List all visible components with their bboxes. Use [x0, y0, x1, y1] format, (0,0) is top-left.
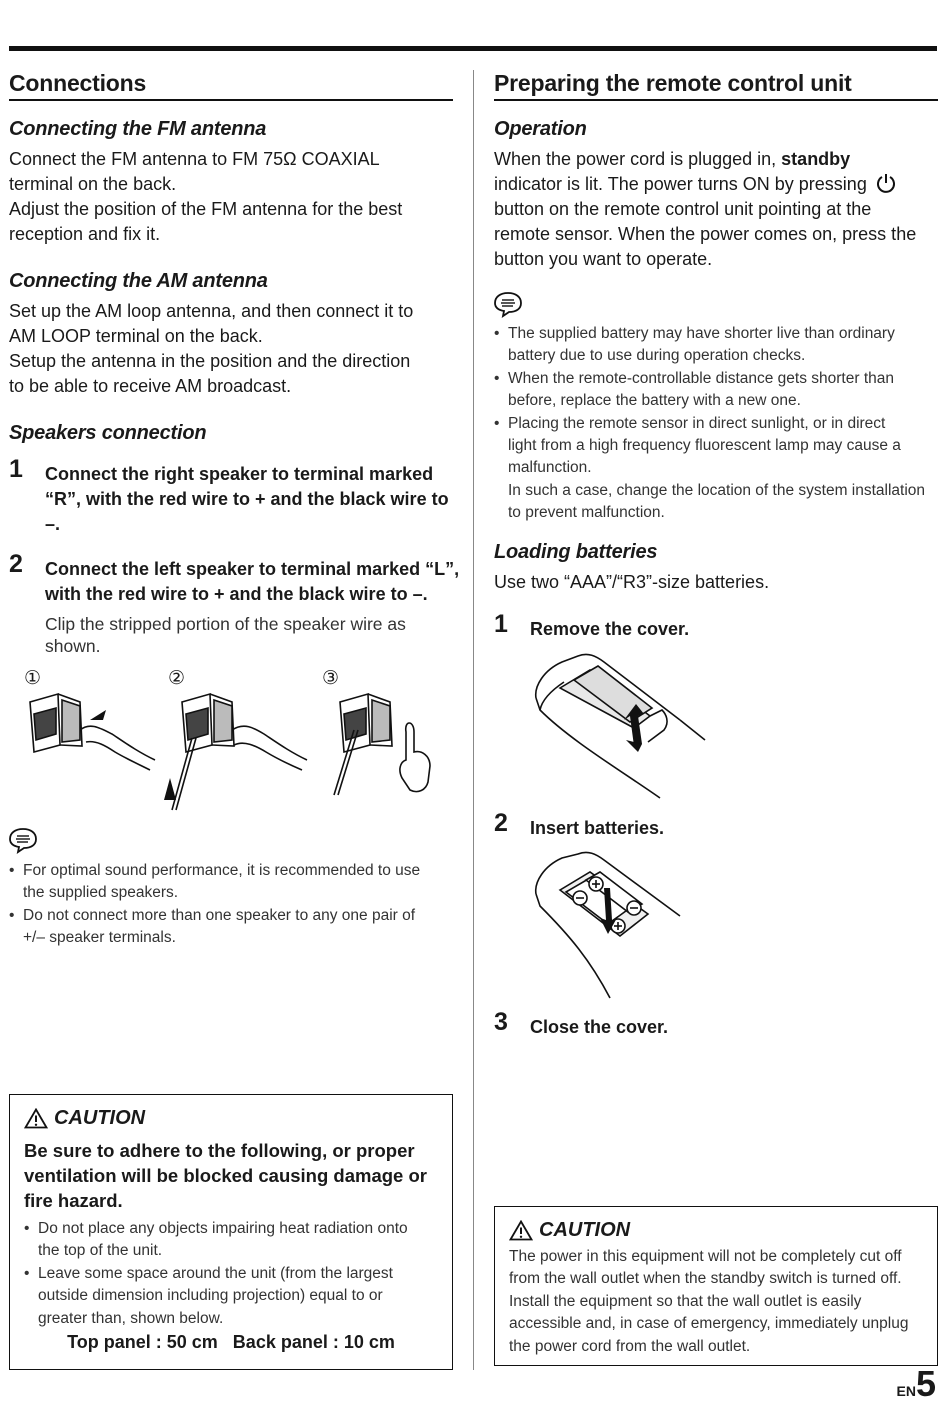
step-number: 3	[494, 1008, 508, 1036]
caution-title	[24, 1107, 145, 1130]
step-number: 2	[494, 809, 508, 837]
operation-text	[494, 147, 938, 272]
note-line: Do not connect more than one speaker to any one pair of	[23, 906, 416, 924]
step-line: Close the cover.	[530, 1017, 669, 1037]
caution-list	[24, 1218, 444, 1330]
speaker-step-2-note	[9, 613, 465, 657]
fm-line: reception and fix it.	[9, 224, 161, 244]
step-number: 1	[494, 610, 508, 638]
caution-item-line: outside dimension including projection) equal to or	[38, 1287, 383, 1305]
am-text	[9, 299, 453, 399]
caution-bold-text	[24, 1138, 427, 1213]
fig-label-1: ①	[24, 668, 42, 689]
fig-label-2: ②	[168, 668, 186, 689]
page-language: EN	[896, 1383, 916, 1399]
speaker-step-1	[9, 455, 489, 537]
note-line: For optimal sound performance, it is recommended to use	[23, 862, 421, 879]
step-line: Connect the left speaker to terminal marked “L”,	[45, 559, 460, 579]
note-item	[494, 413, 938, 525]
caution-line: ventilation will be blocked causing damage or	[24, 1165, 427, 1186]
warning-icon	[24, 1108, 48, 1129]
caution-line: Be sure to adhere to the following, or proper	[24, 1140, 415, 1161]
section-title-connections: Connections	[9, 70, 453, 101]
fm-line: terminal on the back.	[9, 174, 177, 194]
note-item	[9, 905, 453, 950]
note-item	[494, 368, 938, 413]
speaker-terminal-illustration-3	[330, 690, 450, 800]
clearance-requirements: Top panel : 50 cm Back panel : 10 cm	[67, 1332, 395, 1352]
fm-heading: Connecting the FM antenna	[9, 118, 267, 140]
note-line: the supplied speakers.	[23, 884, 179, 902]
left-notes-list	[9, 860, 453, 950]
step-line: Connect the right speaker to terminal marked	[45, 464, 434, 484]
operation-heading: Operation	[494, 118, 587, 140]
caution-item	[24, 1218, 444, 1263]
note-line: The supplied battery may have shorter live than ordinary	[508, 325, 895, 342]
note-line: In such a case, change the location of the system installation	[508, 481, 926, 499]
caution-line: from the wall outlet when the standby switch is turned off.	[509, 1270, 902, 1288]
note-line: +/– speaker terminals.	[23, 929, 176, 947]
fm-line: Connect the FM antenna to FM 75Ω COAXIAL	[9, 149, 380, 169]
note-line: malfunction.	[508, 459, 592, 477]
caution-item	[24, 1263, 444, 1330]
caution-item-line: Do not place any objects impairing heat radiation onto	[38, 1220, 408, 1237]
step-line: “R”, with the red wire to + and the black wire to	[45, 489, 449, 509]
left-column	[9, 70, 453, 101]
operation-line	[494, 147, 938, 172]
battery-step-2	[494, 809, 950, 841]
caution-title-text: CAUTION	[539, 1219, 631, 1241]
operation-line: button you want to operate.	[494, 249, 713, 269]
operation-line: remote sensor. When the power comes on, press the	[494, 224, 917, 244]
step-line: –.	[45, 514, 61, 534]
caution-body	[509, 1246, 933, 1358]
note-icon	[8, 826, 38, 854]
am-line: to be able to receive AM broadcast.	[9, 376, 292, 396]
insert-batteries-illustration	[530, 850, 690, 1000]
step-number: 2	[9, 550, 23, 578]
column-divider	[473, 70, 474, 1370]
remove-cover-illustration	[530, 650, 750, 800]
step-line: Remove the cover.	[530, 619, 690, 639]
right-caution-box	[494, 1206, 938, 1366]
am-line: Setup the antenna in the position and the direction	[9, 351, 411, 371]
fig-label-3: ③	[322, 668, 340, 689]
fm-text	[9, 147, 453, 247]
caution-item-line: Leave some space around the unit (from the largest	[38, 1264, 393, 1282]
note-item	[9, 860, 453, 905]
step-number: 1	[9, 455, 23, 483]
operation-line: button on the remote control unit pointing at the	[494, 199, 872, 219]
am-line: AM LOOP terminal on the back.	[9, 326, 263, 346]
note-line: shown.	[45, 636, 101, 656]
caution-line: the power cord from the wall outlet.	[509, 1337, 751, 1355]
standby-word: standby	[781, 149, 851, 169]
note-line: Clip the stripped portion of the speaker wire as	[45, 614, 406, 634]
step-line: Insert batteries.	[530, 818, 665, 838]
fm-line: Adjust the position of the FM antenna for the best	[9, 199, 403, 219]
am-heading: Connecting the AM antenna	[9, 270, 268, 292]
note-line: When the remote-controllable distance gets shorter than	[508, 369, 894, 387]
battery-step-3	[494, 1008, 950, 1040]
note-line: battery due to use during operation checks.	[508, 347, 806, 365]
loading-heading: Loading batteries	[494, 541, 658, 563]
right-notes-list	[494, 323, 938, 525]
note-line: to prevent malfunction.	[508, 504, 665, 522]
caution-line: fire hazard.	[24, 1190, 123, 1211]
operation-text-part: indicator is lit. The power turns ON by pressing	[494, 174, 867, 194]
operation-line	[494, 172, 938, 197]
caution-item-line: greater than, shown below.	[38, 1309, 224, 1327]
note-item	[494, 323, 938, 368]
note-line: light from a high frequency fluorescent lamp may cause a	[508, 437, 901, 455]
caution-title-text: CAUTION	[54, 1107, 146, 1129]
caution-line: The power in this equipment will not be completely cut off	[509, 1248, 902, 1265]
speaker-terminal-illustration-1	[20, 690, 170, 780]
note-icon	[493, 290, 523, 318]
caution-line: Install the equipment so that the wall outlet is easily	[509, 1292, 862, 1310]
caution-line: accessible and, in case of emergency, immediately unplug	[509, 1315, 909, 1333]
loading-text: Use two “AAA”/“R3”-size batteries.	[494, 572, 770, 592]
caution-title	[509, 1219, 630, 1242]
note-line: before, replace the battery with a new one.	[508, 392, 801, 410]
left-caution-box	[9, 1094, 453, 1370]
speaker-step-2	[9, 550, 489, 607]
step-line: with the red wire to + and the black wire to –.	[45, 584, 428, 604]
section-title-remote: Preparing the remote control unit	[494, 70, 938, 101]
note-line: Placing the remote sensor in direct sunlight, or in direct	[508, 414, 886, 432]
am-line: Set up the AM loop antenna, and then connect it to	[9, 301, 414, 321]
power-icon	[875, 172, 897, 194]
battery-step-1	[494, 610, 950, 642]
warning-icon	[509, 1220, 533, 1241]
page-number	[896, 1363, 936, 1404]
right-column	[494, 70, 938, 101]
page-number-value: 5	[915, 1363, 936, 1404]
speaker-terminal-illustration-2	[162, 690, 322, 815]
top-rule	[9, 46, 937, 51]
speakers-heading: Speakers connection	[9, 422, 207, 444]
caution-item-line: the top of the unit.	[38, 1242, 163, 1260]
operation-text-part: When the power cord is plugged in,	[494, 149, 782, 169]
